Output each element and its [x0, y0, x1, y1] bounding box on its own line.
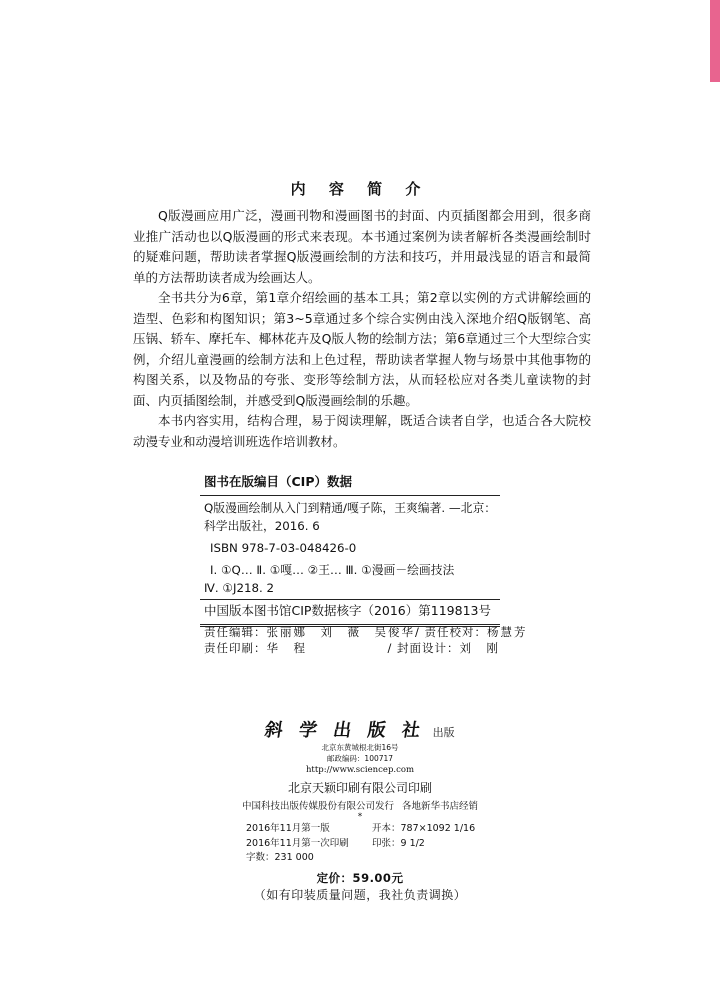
- summary-paragraph: Q版漫画应用广泛，漫画刊物和漫画图书的封面、内页插图都会用到，很多商业推广活动也以Q版漫画的形式来表现。本书通过案例为读者解析各类漫画绘制时的疑难问题，帮助读者掌握Q版漫画绘制的方法和技巧，并用最浅显的语言和最简单的方法帮助读者成为绘画达人。: [133, 208, 591, 285]
- spec-edition: 2016年11月第一版: [246, 823, 330, 834]
- summary-title: 内 容 简 介: [290, 180, 430, 198]
- distribution-line: [0, 798, 720, 812]
- publisher-postcode: 邮政编码：100717: [326, 754, 394, 763]
- cip-class-line: Ⅳ. ①J218. 2: [204, 581, 274, 595]
- cip-record: 中国版本图书馆CIP数据核字（2016）第119813号: [200, 600, 500, 627]
- distributor: 中国科技出版传媒股份有限公司发行: [241, 801, 394, 812]
- printer-line: 北京天颖印刷有限公司印刷: [287, 781, 432, 795]
- credit-role: 责任编辑：: [204, 625, 267, 639]
- edge-color-tab: [710, 0, 720, 82]
- spec-sheets: 印张：9 1/2: [372, 837, 425, 849]
- credit-role: 责任印刷：: [204, 641, 267, 655]
- publisher-block: [0, 716, 720, 822]
- spec-row: [246, 851, 496, 866]
- spec-wordcount: 字数：231 000: [246, 852, 314, 863]
- credit-row: [204, 624, 528, 640]
- publisher-url: http://www.sciencep.com: [305, 765, 415, 775]
- credit-names: 华 程: [266, 641, 307, 655]
- summary-body: [133, 206, 591, 452]
- cip-publisher-line: 科学出版社，2016. 6: [204, 519, 320, 533]
- credit-role: / 封面设计：: [387, 641, 460, 655]
- credit-names: 刘 刚: [459, 641, 500, 655]
- publisher-suffix: 出版: [432, 726, 455, 739]
- cip-title-line: Q版漫画绘制从入门到精通/嘎子陈，王爽编著. —北京：: [204, 501, 497, 515]
- price-label: 定价：59.00元: [316, 871, 404, 885]
- spec-row: [246, 822, 496, 837]
- summary-paragraph: 全书共分为6章，第1章介绍绘画的基本工具；第2章以实例的方式讲解绘画的造型、色彩和构图知识；第3~5章通过多个综合实例由浅入深地介绍Q版钢笔、高压锅、轿车、摩托车、椰林花卉及Q版人物的绘制方法；第6章通过三个大型综合实例，介绍儿童漫画的绘制方法和上色过程，帮助读者掌握人物与场景中其他事物的构图关系，以及物品的夸张、变形等绘制方法，从而轻松应对各类儿童读物的封面、内页插图绘制，并感受到Q版漫画绘制的乐趣。: [133, 290, 591, 408]
- publisher-address: 北京东黄城根北街16号: [321, 743, 399, 752]
- credit-names: 杨慧芳: [487, 625, 528, 639]
- summary-paragraph: 本书内容实用，结构合理，易于阅读理解，既适合读者自学，也适合各大院校动漫专业和动漫培训班选作培训教材。: [133, 413, 591, 449]
- spec-format: 开本：787×1092 1/16: [372, 823, 476, 834]
- spec-row: [246, 837, 496, 852]
- separator-star: *: [357, 812, 363, 822]
- sales-channel: 各地新华书店经销: [402, 801, 479, 812]
- credit-names: 张丽娜 刘 薇 吴俊华: [266, 625, 415, 639]
- publisher-logo: 斜 学 出 版 社: [263, 720, 427, 741]
- print-specs: [246, 822, 496, 866]
- quality-notice: （如有印装质量问题，我社负责调换）: [253, 888, 467, 902]
- cip-data-block: [200, 473, 500, 627]
- editor-credits: [204, 624, 528, 656]
- spec-printing: 2016年11月第一次印刷: [246, 837, 349, 849]
- credit-row: [204, 640, 500, 656]
- cip-class-line: Ⅰ. ①Q… Ⅱ. ①嘎… ②王… Ⅲ. ①漫画－绘画技法: [210, 563, 455, 577]
- cip-details: [200, 496, 500, 600]
- credit-role: / 责任校对：: [415, 625, 488, 639]
- cip-heading: 图书在版编目（CIP）数据: [200, 473, 500, 496]
- cip-isbn: ISBN 978-7-03-048426-0: [210, 541, 357, 555]
